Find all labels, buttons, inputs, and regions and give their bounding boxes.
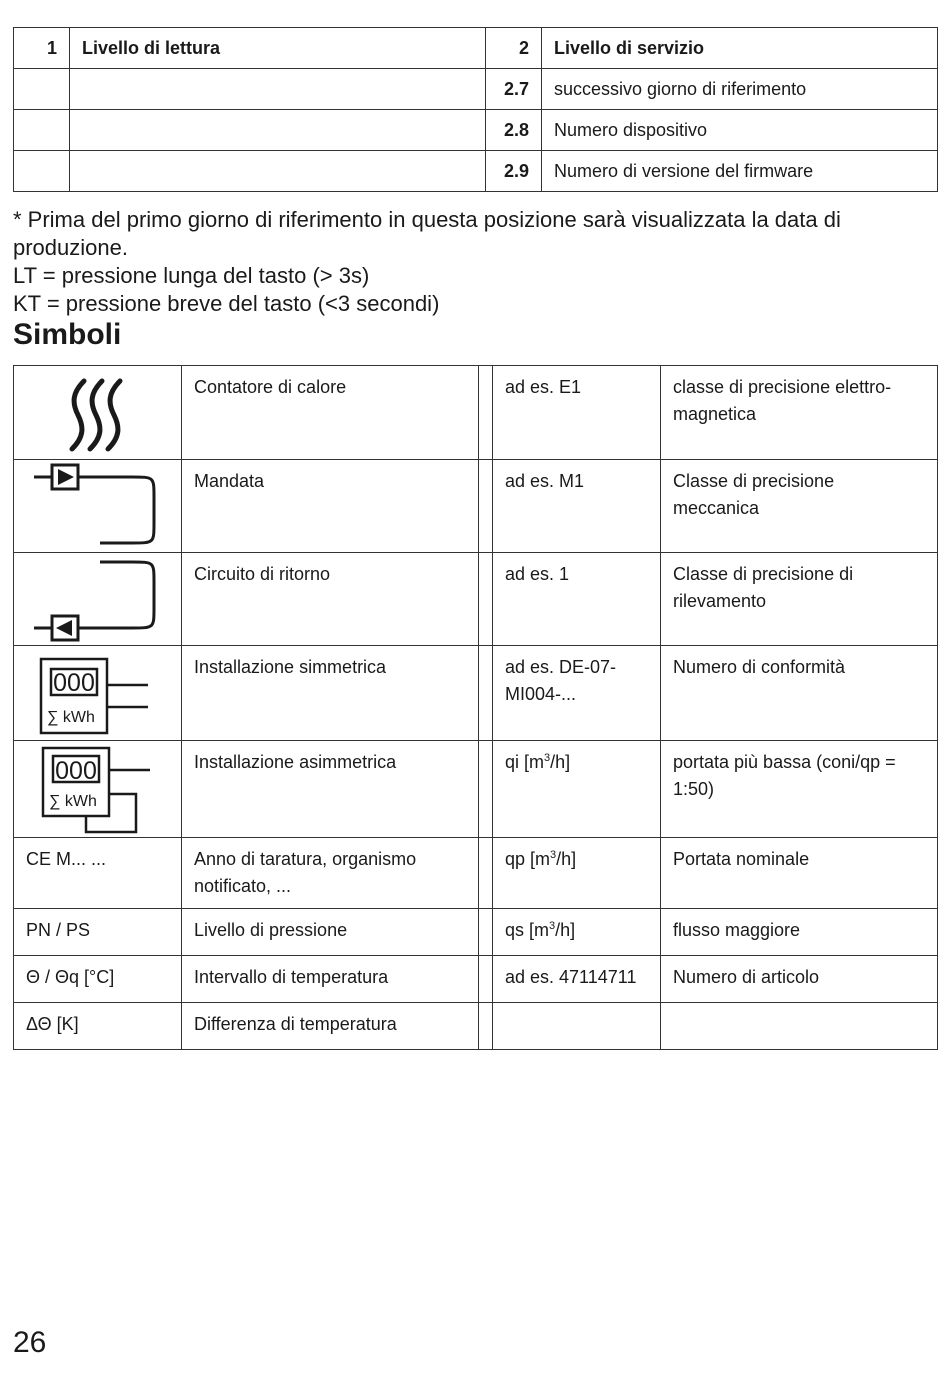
row-text: Numero dispositivo xyxy=(542,110,938,151)
symbol-description: Mandata xyxy=(182,460,479,553)
page-number: 26 xyxy=(13,1326,47,1359)
column-divider xyxy=(479,460,493,553)
table-row xyxy=(14,110,938,151)
empty-cell xyxy=(14,110,70,151)
symbol-description: flusso maggiore xyxy=(661,909,938,956)
symbol-description: Intervallo di temperatura xyxy=(182,956,479,1003)
symbols-table xyxy=(13,365,938,1050)
heat-meter-icon xyxy=(14,366,182,460)
symbol-description: Anno di taratura, organismo notificato, ... xyxy=(182,838,479,909)
symbol-code: ad es. DE-07-MI004-... xyxy=(493,646,661,741)
column-divider xyxy=(479,1003,493,1050)
empty-cell xyxy=(70,69,486,110)
column-divider xyxy=(479,741,493,838)
empty-cell xyxy=(70,151,486,192)
symbol-description: Classe di precisione di rilevamento xyxy=(661,553,938,646)
column-divider xyxy=(479,646,493,741)
symbol-code: ad es. E1 xyxy=(493,366,661,460)
svg-text:∑ kWh: ∑ kWh xyxy=(47,708,95,726)
symbol-code: Θ / Θq [°C] xyxy=(14,956,182,1003)
level-2-number: 2 xyxy=(486,28,542,69)
long-press-note: LT = pressione lunga del tasto (> 3s) xyxy=(13,263,370,288)
table-row xyxy=(14,1003,938,1050)
symbol-description: classe di precisione elettro-magnetica xyxy=(661,366,938,460)
table-row xyxy=(14,909,938,956)
symbol-code: CE M... ... xyxy=(14,838,182,909)
short-press-note: KT = pressione breve del tasto (<3 secondi) xyxy=(13,291,440,316)
symbol-description: Livello di pressione xyxy=(182,909,479,956)
table-row xyxy=(14,366,938,460)
level-1-number: 1 xyxy=(14,28,70,69)
table-row xyxy=(14,151,938,192)
column-divider xyxy=(479,366,493,460)
symbol-code: qp $[m^3/h]$ xyxy=(493,838,661,909)
symbol-description: Numero di conformità xyxy=(661,646,938,741)
row-text: successivo giorno di riferimento xyxy=(542,69,938,110)
table-row xyxy=(14,460,938,553)
asymmetric-installation-icon xyxy=(14,741,182,838)
empty-cell xyxy=(14,69,70,110)
levels-header-row xyxy=(14,28,938,69)
level-1-title: Livello di lettura xyxy=(70,28,486,69)
table-row xyxy=(14,741,938,838)
table-row xyxy=(14,646,938,741)
row-number: 2.9 xyxy=(486,151,542,192)
table-row xyxy=(14,553,938,646)
symbol-description: Circuito di ritorno xyxy=(182,553,479,646)
row-number: 2.8 xyxy=(486,110,542,151)
svg-text:∑ kWh: ∑ kWh xyxy=(49,792,97,810)
symbol-description: Contatore di calore xyxy=(182,366,479,460)
table-row xyxy=(14,956,938,1003)
empty-cell xyxy=(70,110,486,151)
symbol-code: ad es. M1 xyxy=(493,460,661,553)
section-title: Simboli xyxy=(13,318,122,351)
table-row xyxy=(14,69,938,110)
symbol-description: Classe di precisione meccanica xyxy=(661,460,938,553)
symbol-description: portata più bassa (coni/qp = 1:50) xyxy=(661,741,938,838)
svg-text:000: 000 xyxy=(55,756,97,785)
symbol-code xyxy=(493,1003,661,1050)
column-divider xyxy=(479,553,493,646)
levels-table xyxy=(13,27,938,192)
flow-icon xyxy=(14,460,182,553)
empty-cell xyxy=(14,151,70,192)
row-number: 2.7 xyxy=(486,69,542,110)
symbol-code: ad es. 1 xyxy=(493,553,661,646)
symbol-description: Installazione simmetrica xyxy=(182,646,479,741)
column-divider xyxy=(479,838,493,909)
symbol-description: Numero di articolo xyxy=(661,956,938,1003)
table-row xyxy=(14,838,938,909)
column-divider xyxy=(479,909,493,956)
symbol-description: Portata nominale xyxy=(661,838,938,909)
symbol-code: qi $[m^3/h]$ xyxy=(493,741,661,838)
svg-text:000: 000 xyxy=(53,668,95,697)
level-2-title: Livello di servizio xyxy=(542,28,938,69)
row-text: Numero di versione del firmware xyxy=(542,151,938,192)
symbol-code: PN / PS xyxy=(14,909,182,956)
return-circuit-icon xyxy=(14,553,182,646)
column-divider xyxy=(479,956,493,1003)
symbol-code: ΔΘ [K] xyxy=(14,1003,182,1050)
footnote: * Prima del primo giorno di riferimento in questa posizione sarà visualizzata la data di produzione. xyxy=(13,207,841,260)
notes xyxy=(13,206,913,318)
symbol-code: ad es. 47114711 xyxy=(493,956,661,1003)
symbol-description: Differenza di temperatura xyxy=(182,1003,479,1050)
symbol-code: qs $[m^3/h]$ xyxy=(493,909,661,956)
symbol-description xyxy=(661,1003,938,1050)
symmetric-installation-icon xyxy=(14,646,182,741)
symbol-description: Installazione asimmetrica xyxy=(182,741,479,838)
